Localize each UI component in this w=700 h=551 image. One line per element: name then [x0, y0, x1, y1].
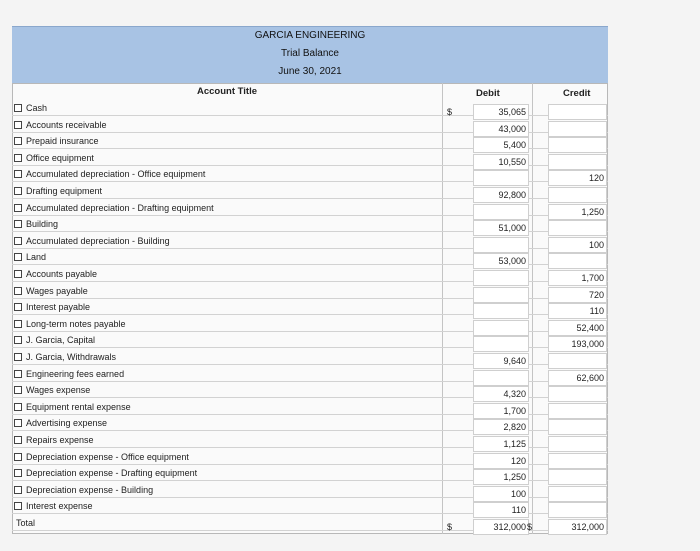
account-row[interactable] [12, 432, 432, 448]
credit-value: 1,700 [581, 273, 604, 283]
debit-value: 110 [511, 505, 526, 516]
row-handle-icon[interactable] [14, 469, 22, 477]
credit-value: 110 [589, 306, 604, 317]
account-title: Accumulated depreciation - Drafting equipment [26, 202, 214, 213]
credit-input[interactable] [548, 453, 607, 469]
report-date: June 30, 2021 [278, 66, 342, 77]
account-row[interactable] [12, 332, 432, 348]
credit-value: 52,400 [576, 322, 604, 333]
credit-input[interactable] [548, 137, 607, 153]
account-row[interactable] [12, 449, 432, 465]
currency-symbol: $ [527, 522, 533, 532]
account-row[interactable] [12, 133, 432, 149]
account-row[interactable] [12, 249, 432, 265]
account-title: Depreciation expense - Building [26, 484, 154, 495]
account-title: Prepaid insurance [26, 136, 99, 147]
debit-value: 2,820 [503, 422, 526, 433]
row-handle-icon[interactable] [14, 137, 22, 145]
debit-value: 1,250 [503, 472, 526, 483]
debit-input[interactable] [473, 320, 529, 336]
account-title: Depreciation expense - Drafting equipment [26, 468, 198, 479]
credit-input[interactable] [548, 403, 607, 419]
account-row[interactable] [12, 183, 432, 199]
row-handle-icon[interactable] [14, 502, 22, 510]
account-title: Interest expense [26, 501, 93, 512]
credit-value: 120 [588, 173, 604, 184]
account-title: Wages expense [26, 385, 91, 396]
account-row[interactable] [12, 200, 432, 216]
credit-value: 312,000 [571, 522, 604, 532]
debit-input[interactable] [473, 370, 529, 386]
row-handle-icon[interactable] [14, 204, 22, 212]
credit-input[interactable] [548, 386, 607, 402]
account-title: J. Garcia, Capital [26, 335, 96, 346]
account-row[interactable] [12, 482, 432, 498]
credit-input[interactable] [548, 469, 607, 485]
row-handle-icon[interactable] [14, 121, 22, 129]
account-row[interactable] [12, 166, 432, 182]
account-row[interactable] [12, 216, 432, 232]
account-title: Repairs expense [26, 435, 94, 445]
credit-input[interactable] [548, 154, 607, 170]
column-divider [442, 83, 443, 534]
row-handle-icon[interactable] [14, 353, 22, 361]
debit-input[interactable] [473, 237, 529, 253]
credit-value: 193,000 [571, 339, 604, 350]
account-title: Accumulated depreciation - Building [26, 235, 170, 246]
currency-symbol: $ [447, 522, 453, 532]
account-title: Accounts payable [26, 269, 98, 279]
credit-input[interactable] [548, 253, 607, 269]
credit-input[interactable] [548, 104, 607, 120]
debit-value: 43,000 [498, 123, 526, 134]
credit-input[interactable] [548, 502, 607, 518]
debit-value: 312,000 [493, 522, 526, 532]
report-title: Trial Balance [281, 48, 339, 59]
debit-input[interactable] [473, 303, 529, 319]
account-title: Depreciation expense - Office equipment [26, 451, 189, 462]
debit-value: 9,640 [503, 356, 526, 366]
account-title-header: Account Title [197, 86, 257, 97]
credit-header: Credit [563, 88, 591, 99]
account-row[interactable] [12, 117, 432, 133]
account-title: Land [26, 252, 47, 263]
debit-value: 53,000 [498, 256, 526, 267]
account-row[interactable] [12, 415, 432, 431]
account-title: J. Garcia, Withdrawals [26, 352, 117, 362]
debit-input[interactable] [473, 170, 529, 186]
row-handle-icon[interactable] [14, 486, 22, 494]
account-title: Interest payable [26, 302, 91, 313]
account-title: Accounts receivable [26, 119, 107, 130]
account-title: Long-term notes payable [26, 318, 126, 329]
account-row[interactable] [12, 366, 432, 382]
credit-input[interactable] [548, 121, 607, 137]
row-handle-icon[interactable] [14, 104, 22, 112]
debit-header: Debit [476, 88, 500, 99]
account-title: Total [16, 518, 36, 528]
account-row[interactable] [12, 465, 432, 481]
debit-input[interactable] [473, 270, 529, 286]
account-row[interactable] [12, 150, 432, 166]
debit-value: 92,800 [498, 190, 526, 200]
row-handle-icon[interactable] [14, 287, 22, 295]
debit-value: 1,700 [503, 405, 526, 416]
debit-value: 5,400 [503, 140, 526, 151]
debit-value: 35,065 [498, 107, 526, 117]
account-row[interactable] [12, 349, 432, 365]
debit-value: 1,125 [503, 439, 526, 449]
row-handle-icon[interactable] [14, 436, 22, 444]
debit-input[interactable] [473, 287, 529, 303]
total-row[interactable] [12, 515, 436, 531]
account-title: Cash [26, 103, 48, 113]
row-handle-icon[interactable] [14, 336, 22, 344]
debit-value: 10,550 [498, 156, 526, 167]
row-handle-icon[interactable] [14, 154, 22, 162]
debit-value: 51,000 [498, 223, 526, 234]
debit-value: 120 [510, 455, 526, 466]
account-title: Equipment rental expense [26, 401, 131, 412]
account-row[interactable] [12, 382, 432, 398]
row-handle-icon[interactable] [14, 220, 22, 228]
report-header [12, 26, 608, 84]
credit-input[interactable] [548, 436, 607, 452]
credit-input[interactable] [548, 187, 607, 203]
account-title: Advertising expense [26, 418, 108, 429]
company-name: GARCIA ENGINEERING [254, 30, 366, 41]
account-title: Wages payable [26, 285, 88, 296]
account-title: Drafting equipment [26, 186, 103, 196]
row-handle-icon[interactable] [14, 386, 22, 394]
credit-value: 720 [588, 289, 604, 300]
credit-input[interactable] [548, 220, 607, 236]
account-row[interactable] [12, 100, 432, 116]
column-divider [532, 83, 533, 534]
account-title: Accumulated depreciation - Office equipment [26, 169, 206, 180]
debit-input[interactable] [473, 336, 529, 352]
row-handle-icon[interactable] [14, 370, 22, 378]
currency-symbol: $ [447, 107, 453, 117]
row-handle-icon[interactable] [14, 403, 22, 411]
credit-input[interactable] [548, 353, 607, 369]
account-row[interactable] [12, 233, 432, 249]
account-row[interactable] [12, 299, 432, 315]
debit-input[interactable] [473, 204, 529, 220]
account-title: Engineering fees earned [26, 368, 125, 379]
row-handle-icon[interactable] [14, 419, 22, 427]
account-title: Building [26, 219, 59, 230]
account-row[interactable] [12, 399, 432, 415]
row-handle-icon[interactable] [14, 253, 22, 261]
credit-input[interactable] [548, 419, 607, 435]
credit-value: 62,600 [576, 372, 604, 383]
row-handle-icon[interactable] [14, 237, 22, 245]
credit-value: 1,250 [581, 206, 604, 217]
row-handle-icon[interactable] [14, 187, 22, 195]
row-handle-icon[interactable] [14, 170, 22, 178]
account-row[interactable] [12, 266, 432, 282]
row-handle-icon[interactable] [14, 320, 22, 328]
account-row[interactable] [12, 498, 432, 514]
row-handle-icon[interactable] [14, 303, 22, 311]
account-row[interactable] [12, 316, 432, 332]
credit-input[interactable] [548, 486, 607, 502]
account-row[interactable] [12, 283, 432, 299]
debit-value: 100 [510, 488, 526, 499]
credit-value: 100 [588, 239, 604, 250]
row-handle-icon[interactable] [14, 270, 22, 278]
debit-value: 4,320 [503, 389, 526, 400]
row-handle-icon[interactable] [14, 453, 22, 461]
account-title: Office equipment [26, 152, 94, 163]
